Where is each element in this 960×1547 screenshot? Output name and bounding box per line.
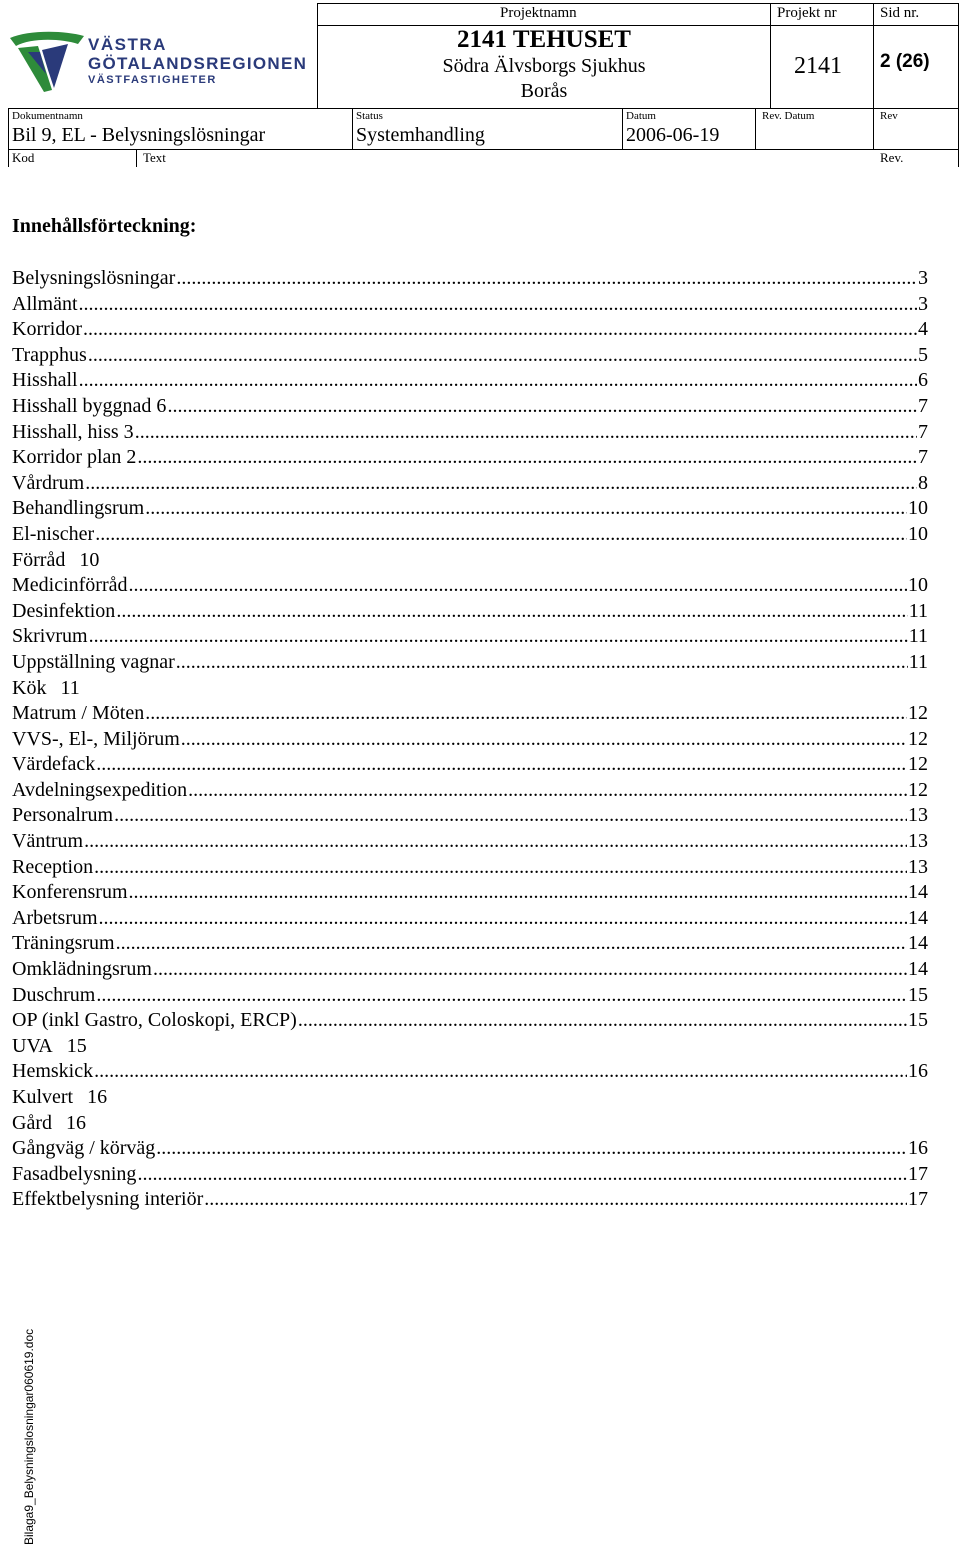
toc-entry-title: UVA (12, 1034, 53, 1057)
toc-entry-page: 10 (908, 574, 928, 597)
toc-entry[interactable] (12, 266, 928, 292)
toc-entry[interactable] (12, 957, 928, 983)
toc-entry-title: Medicinförråd (12, 574, 128, 597)
toc-entry-title: Gångväg / körväg (12, 1137, 156, 1160)
toc-entry-title: VVS-, El-, Miljörum (12, 727, 180, 750)
toc-entry[interactable] (12, 420, 928, 446)
toc-entry[interactable] (12, 292, 928, 318)
toc-entry-page: 6 (918, 369, 928, 392)
toc-entry-title: Väntrum (12, 830, 84, 853)
toc-entry[interactable] (12, 1085, 928, 1111)
toc-entry[interactable] (12, 931, 928, 957)
toc-entry-page: 7 (918, 446, 928, 469)
toc-leader-dots (298, 1008, 907, 1034)
toc-leader-dots (129, 573, 907, 599)
toc-entry-page: 16 (65, 1111, 86, 1134)
toc-entry-title: Gård (12, 1111, 52, 1134)
toc-entry-page: 10 (908, 522, 928, 545)
toc-leader-dots (96, 752, 907, 778)
toc-leader-dots (89, 624, 908, 650)
toc-entry-page: 11 (60, 676, 80, 699)
toc-entry-title: Förråd (12, 548, 66, 571)
toc-entry[interactable] (12, 522, 928, 548)
toc-entry-page: 14 (908, 958, 928, 981)
toc-entry[interactable] (12, 676, 928, 702)
toc-leader-dots (96, 983, 907, 1009)
toc-entry-page: 16 (908, 1060, 928, 1083)
toc-entry-page: 10 (908, 497, 928, 520)
toc-entry[interactable] (12, 1059, 928, 1085)
rev-datum-label: Rev. Datum (762, 110, 815, 122)
toc-entry-page: 3 (918, 292, 928, 315)
toc-entry-title: Effektbelysning interiör (12, 1188, 204, 1211)
toc-leader-dots (176, 650, 908, 676)
toc-leader-dots (95, 522, 907, 548)
toc-entry[interactable] (12, 1136, 928, 1162)
file-name-vertical: Bilaga9_Belysningslosningar060619.doc (22, 1328, 36, 1545)
project-name-block (318, 26, 770, 104)
toc-leader-dots (79, 368, 917, 394)
toc-leader-dots (145, 496, 907, 522)
toc-entry-title: Desinfektion (12, 599, 116, 622)
toc-entry[interactable] (12, 343, 928, 369)
toc-entry-title: Korridor plan 2 (12, 446, 137, 469)
toc-entry-title: Korridor (12, 318, 82, 341)
toc-entry-page: 15 (66, 1034, 87, 1057)
toc-entry-page: 17 (908, 1162, 928, 1185)
toc-entry-title: Hisshall, hiss 3 (12, 420, 134, 443)
toc-entry-title: Uppställning vagnar (12, 650, 175, 673)
toc-leader-dots (116, 931, 907, 957)
toc-entry[interactable] (12, 317, 928, 343)
toc-leader-dots (181, 727, 907, 753)
toc-entry[interactable] (12, 1034, 928, 1060)
toc-entry-title: Arbetsrum (12, 906, 98, 929)
toc-leader-dots (137, 1162, 907, 1188)
toc-entry[interactable] (12, 471, 928, 497)
logo-line-1: VÄSTRA (88, 35, 167, 54)
toc-leader-dots (116, 599, 907, 625)
toc-leader-dots (137, 445, 917, 471)
toc-entry-page: 13 (908, 830, 928, 853)
toc-entry-page: 7 (918, 420, 928, 443)
toc-entry-title: Vårdrum (12, 471, 85, 494)
toc-entry-page: 15 (908, 1009, 928, 1032)
toc-entry-title: Kulvert (12, 1086, 74, 1108)
toc-entry-title: Värdefack (12, 753, 96, 776)
toc-entry[interactable] (12, 803, 928, 829)
toc-entry-page: 4 (918, 318, 928, 341)
toc-leader-dots (156, 1136, 907, 1162)
toc-entry-page: 17 (908, 1188, 928, 1211)
toc-entry-page: 11 (908, 650, 928, 673)
toc-entry-title: Träningsrum (12, 932, 115, 955)
toc-entry-page: 10 (79, 548, 100, 571)
toc-leader-dots (188, 778, 907, 804)
page-number: 2 (26) (880, 51, 930, 72)
toc-entry-title: Skrivrum (12, 625, 88, 648)
toc-leader-dots (99, 906, 907, 932)
toc-leader-dots (135, 420, 917, 446)
datum-label: Datum (626, 110, 656, 122)
toc-entry-title: Belysningslösningar (12, 267, 176, 289)
toc-entry-title: Duschrum (12, 983, 96, 1006)
toc-entry[interactable] (12, 1162, 928, 1188)
toc-entry-title: Reception (12, 855, 94, 878)
toc-entry-title: Kök (12, 676, 47, 699)
toc-leader-dots (94, 855, 907, 881)
project-subtitle: Södra Älvsborgs Sjukhus (442, 55, 646, 77)
sid-nr-label: Sid nr. (880, 5, 920, 21)
status-value: Systemhandling (356, 124, 485, 146)
toc-leader-dots (88, 343, 917, 369)
text-label: Text (143, 150, 166, 165)
document-header (0, 0, 960, 168)
toc-entry[interactable] (12, 701, 928, 727)
toc-entry-title: El-nischer (12, 522, 95, 545)
toc-entry[interactable] (12, 906, 928, 932)
toc-entry-page: 12 (908, 727, 928, 750)
toc-leader-dots (176, 266, 917, 292)
toc-entry-page: 16 (908, 1137, 928, 1160)
dokumentnamn-value: Bil 9, EL - Belysningslösningar (12, 124, 266, 146)
toc-leader-dots (167, 394, 917, 420)
rev-short-label: Rev. (880, 150, 904, 165)
toc-entry[interactable] (12, 778, 928, 804)
toc-entry[interactable] (12, 548, 928, 574)
toc-entry-title: Behandlingsrum (12, 497, 145, 520)
rev-label: Rev (880, 110, 898, 122)
toc-entry-page: 3 (918, 267, 928, 289)
toc-entry-page: 13 (908, 804, 928, 827)
toc-entry[interactable] (12, 1008, 928, 1034)
toc-entry[interactable] (12, 983, 928, 1009)
toc-entry-title: Personalrum (12, 804, 114, 827)
toc-entry[interactable] (12, 829, 928, 855)
kod-label: Kod (12, 150, 35, 165)
status-label: Status (356, 110, 383, 122)
toc-entry-title: OP (inkl Gastro, Coloskopi, ERCP) (12, 1009, 297, 1032)
toc-entry-title: Avdelningsexpedition (12, 778, 188, 801)
toc-entry-title: Hemskick (12, 1060, 94, 1083)
toc-entry[interactable] (12, 650, 928, 676)
project-number: 2141 (794, 53, 842, 79)
toc-heading: Innehållsförteckning: (12, 215, 197, 237)
vastra-gotalandsregionen-logo (8, 26, 308, 96)
toc-leader-dots (114, 803, 907, 829)
toc-entry-page: 7 (918, 394, 928, 417)
toc-entry-page: 12 (908, 702, 928, 725)
toc-leader-dots (79, 292, 917, 318)
toc-entry[interactable] (12, 880, 928, 906)
toc-entry-title: Hisshall byggnad 6 (12, 394, 167, 417)
toc-entry-page: 11 (908, 625, 928, 648)
logo-line-2: GÖTALANDSREGIONEN (88, 54, 308, 73)
logo-emblem-icon (8, 30, 88, 96)
toc-entry[interactable] (12, 368, 928, 394)
toc-entry[interactable] (12, 445, 928, 471)
toc-entry-title: Matrum / Möten (12, 702, 145, 725)
projektnamn-label: Projektnamn (500, 5, 577, 21)
toc-entry-page: 12 (908, 778, 928, 801)
toc-entry[interactable] (12, 1111, 928, 1137)
toc-leader-dots (94, 1059, 907, 1085)
toc-entry-title: Allmänt (12, 292, 78, 315)
toc-entry[interactable] (12, 752, 928, 778)
toc-entry[interactable] (12, 573, 928, 599)
toc-entry[interactable] (12, 1187, 928, 1213)
toc-entry-page: 15 (908, 983, 928, 1006)
datum-value: 2006-06-19 (626, 124, 720, 146)
toc-entry-page: 8 (918, 471, 928, 494)
table-of-contents (12, 266, 928, 1213)
toc-entry[interactable] (12, 624, 928, 650)
toc-leader-dots (153, 957, 907, 983)
toc-entry[interactable] (12, 394, 928, 420)
toc-leader-dots (129, 880, 907, 906)
project-city: Borås (520, 80, 568, 102)
toc-entry-title: Fasadbelysning (12, 1162, 137, 1185)
toc-entry-page: 14 (908, 932, 928, 955)
dokumentnamn-label: Dokumentnamn (12, 110, 83, 122)
toc-entry-title: Hisshall (12, 369, 78, 392)
toc-entry-title: Omklädningsrum (12, 958, 152, 981)
toc-entry-page: 14 (908, 881, 928, 904)
toc-entry[interactable] (12, 727, 928, 753)
toc-leader-dots (83, 317, 917, 343)
toc-entry-title: Trapphus (12, 343, 87, 366)
toc-entry[interactable] (12, 496, 928, 522)
project-title: 2141 TEHUSET (457, 26, 631, 53)
toc-leader-dots (145, 701, 907, 727)
toc-entry-page: 14 (908, 906, 928, 929)
toc-entry[interactable] (12, 855, 928, 881)
toc-leader-dots (84, 829, 907, 855)
toc-entry-page: 16 (87, 1086, 108, 1108)
projekt-nr-label: Projekt nr (777, 5, 837, 21)
toc-entry-page: 12 (908, 753, 928, 776)
toc-entry[interactable] (12, 599, 928, 625)
toc-entry-page: 13 (908, 855, 928, 878)
toc-entry-page: 11 (908, 599, 928, 622)
toc-leader-dots (85, 471, 917, 497)
toc-leader-dots (204, 1187, 907, 1213)
toc-entry-page: 5 (918, 343, 928, 366)
toc-entry-title: Konferensrum (12, 881, 128, 904)
logo-line-3: VÄSTFASTIGHETER (88, 74, 217, 86)
